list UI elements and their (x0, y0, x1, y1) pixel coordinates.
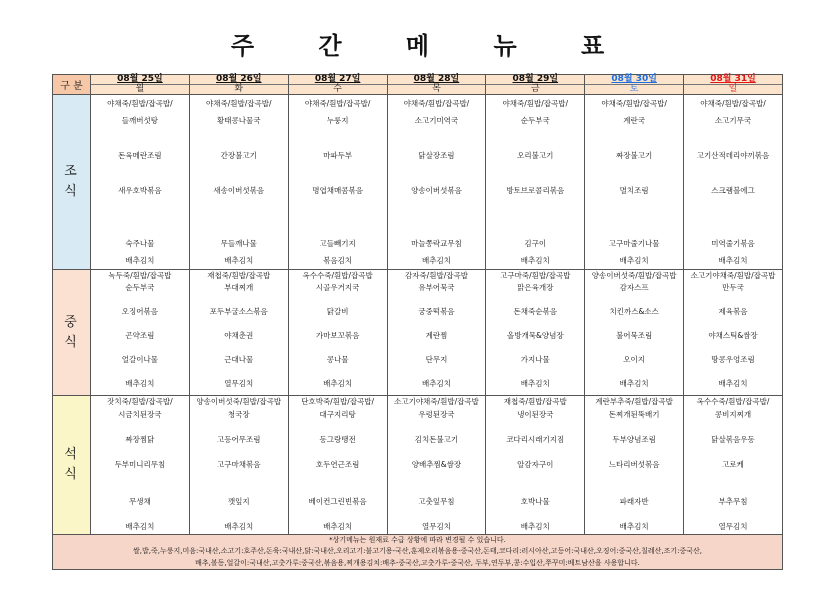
spacer (684, 129, 782, 147)
spacer (388, 446, 486, 459)
menu-item: 누룽지 (326, 116, 349, 125)
menu-item: 콩나물 (326, 355, 349, 364)
menu-item: 근대나물 (224, 355, 254, 364)
menu-item: 단무지 (425, 355, 448, 364)
spacer (486, 294, 584, 306)
menu-item: 배추김치 (718, 256, 748, 265)
menu-item: 배추김치 (421, 379, 451, 388)
menu-cell (486, 396, 585, 535)
menu-item: 스크램블에그 (711, 186, 755, 195)
spacer (585, 484, 683, 497)
menu-item: 고등어무조림 (217, 434, 261, 444)
spacer (190, 294, 288, 306)
menu-item: 포두부굴소스볶음 (209, 307, 268, 316)
menu-item: 대구지리탕 (319, 409, 356, 419)
menu-cell (387, 95, 486, 270)
menu-item: 부추무침 (718, 497, 748, 506)
footer-line: 쌀,밥,죽,누룽지,미음:국내산,소고기:호주산,돈육:국내산,닭:국내산,오리고기:불고기용-국산,훈제오리볶음용-중국산,돈태,코다리:러시아산,고등어:국내산,오징어:중국산,칠레산,조기:중국산, (132, 547, 703, 555)
menu-item: 마파두부 (323, 151, 353, 160)
menu-item: 고기산적데리야끼볶음 (696, 151, 770, 160)
day-weekday: 화 (190, 84, 288, 94)
menu-item: 짜장불고기 (616, 151, 653, 160)
menu-item: 옥수수죽/흰밥/잡곡밥 (302, 271, 373, 280)
spacer (388, 294, 486, 306)
menu-item: 고로케 (722, 459, 744, 469)
day-date: 08월 27일 (314, 74, 361, 84)
spacer (91, 217, 189, 235)
spacer (91, 366, 189, 378)
menu-item: 배추김치 (520, 379, 550, 388)
spacer (289, 294, 387, 306)
spacer (289, 446, 387, 459)
spacer (289, 509, 387, 522)
spacer (486, 471, 584, 484)
menu-item: 야채죽/흰밥/잡곡밥/ (601, 99, 667, 108)
menu-item: 올방개묵&양념장 (507, 331, 564, 340)
menu-item: 감자스프 (619, 283, 649, 292)
menu-item: 배추김치 (323, 379, 353, 388)
menu-item: 간장불고기 (220, 151, 257, 160)
spacer (190, 129, 288, 147)
menu-item: 가마보꼬볶음 (315, 331, 360, 340)
menu-item: 배추김치 (520, 256, 550, 265)
spacer (91, 318, 189, 330)
menu-cell (189, 95, 288, 270)
spacer (190, 471, 288, 484)
spacer (684, 318, 782, 330)
spacer (486, 366, 584, 378)
spacer (585, 471, 683, 484)
menu-item: 배추김치 (520, 522, 550, 531)
menu-item: 배추김치 (323, 522, 353, 531)
menu-item: 두부양념조림 (612, 434, 656, 444)
menu-item: 돈찌개된뚝배기 (608, 409, 660, 419)
menu-item: 숙주나물 (125, 239, 155, 248)
menu-item: 배추김치 (619, 522, 649, 531)
spacer (486, 484, 584, 497)
spacer (486, 446, 584, 459)
menu-item: 들깨버섯탕 (121, 116, 159, 125)
spacer (684, 509, 782, 522)
menu-cell (91, 95, 190, 270)
menu-item: 미역줄기볶음 (711, 239, 755, 248)
spacer (684, 217, 782, 235)
spacer (91, 421, 189, 434)
menu-item: 계란국 (623, 116, 646, 125)
spacer (684, 366, 782, 378)
menu-cell (486, 270, 585, 396)
menu-item: 녹두죽/흰밥/잡곡밥 (108, 271, 172, 280)
spacer (684, 484, 782, 497)
menu-item: 소고기야채죽/흰밥/잡곡밥 (394, 397, 479, 406)
menu-item: 청국장 (227, 409, 250, 419)
menu-item: 닭살장조림 (418, 151, 455, 160)
menu-item: 양송이버섯볶음 (411, 186, 462, 195)
menu-item: 짜장찜닭 (125, 434, 155, 444)
day-weekday: 토 (585, 84, 683, 94)
menu-cell (387, 396, 486, 535)
day-header (288, 75, 387, 95)
day-weekday: 일 (684, 84, 782, 94)
weekly-menu-table (52, 74, 783, 570)
menu-item: 배추김치 (125, 522, 155, 531)
menu-item: 가지나물 (520, 355, 550, 364)
spacer (388, 509, 486, 522)
menu-item: 배추김치 (619, 256, 649, 265)
meal-label: 조 식 (53, 95, 91, 270)
spacer (486, 129, 584, 147)
menu-item: 유부어묵국 (418, 283, 455, 292)
spacer (585, 421, 683, 434)
spacer (388, 217, 486, 235)
spacer (190, 318, 288, 330)
menu-item: 김치돈불고기 (414, 434, 459, 444)
footer-line: *상기메뉴는 원재료 수급 상황에 따라 변경될 수 있습니다. (329, 535, 506, 544)
spacer (388, 366, 486, 378)
spacer (91, 294, 189, 306)
spacer (486, 199, 584, 217)
menu-item: 방토브로콜리볶음 (506, 186, 565, 195)
spacer (684, 421, 782, 434)
spacer (289, 164, 387, 182)
menu-item: 순두부국 (520, 116, 550, 125)
spacer (190, 164, 288, 182)
spacer (486, 318, 584, 330)
category-header: 구 분 (53, 75, 91, 95)
menu-item: 만두국 (722, 283, 744, 292)
page-title: 주 간 메 뉴 표 (230, 32, 633, 60)
spacer (91, 509, 189, 522)
day-header (486, 75, 585, 95)
spacer (388, 129, 486, 147)
footer-note (53, 534, 783, 570)
menu-item: 깻잎지 (227, 497, 250, 506)
spacer (585, 318, 683, 330)
menu-item: 소고기야채죽/흰밥/잡곡밥 (690, 271, 776, 280)
menu-item: 양송이버섯죽/흰밥/잡곡밥 (196, 397, 282, 406)
menu-item: 순두부국 (125, 283, 155, 292)
spacer (190, 366, 288, 378)
spacer (190, 509, 288, 522)
day-date: 08월 26일 (215, 74, 262, 84)
spacer (289, 366, 387, 378)
menu-item: 베이컨그린빈볶음 (308, 497, 367, 506)
spacer (585, 294, 683, 306)
menu-item: 냉이된장국 (517, 409, 554, 419)
menu-item: 열무김치 (718, 522, 748, 531)
menu-item: 배추김치 (224, 522, 254, 531)
menu-item: 닭갈비 (326, 307, 349, 316)
menu-cell (585, 270, 684, 396)
day-weekday: 금 (486, 84, 584, 94)
menu-item: 불어묵조림 (616, 331, 653, 340)
footer-line: 배추,볼동,얼갈이:국내산,고춧가루:중국산,볶음용,찌개용김치:배추-중국산,고춧가루-중국산, 두부,연두부,콩:수입산,쭈꾸미:베트남산을 사용합니다. (195, 558, 640, 567)
menu-item: 치킨까스&소스 (609, 307, 659, 316)
menu-item: 야채죽/흰밥/잡곡밥/ (304, 99, 371, 108)
menu-item: 파래자반 (619, 497, 649, 506)
menu-item: 재첩죽/흰밥/잡곡밥 (503, 397, 567, 406)
menu-item: 잣치죽/흰밥/잡곡밥/ (107, 397, 173, 406)
menu-cell (288, 95, 387, 270)
spacer (91, 446, 189, 459)
spacer (289, 199, 387, 217)
spacer (486, 217, 584, 235)
menu-item: 양송이버섯죽/흰밥/잡곡밥 (591, 271, 677, 280)
menu-item: 부대찌개 (224, 283, 254, 292)
spacer (585, 217, 683, 235)
menu-cell (684, 396, 783, 535)
spacer (585, 342, 683, 354)
day-date: 08월 28일 (413, 74, 460, 84)
spacer (585, 366, 683, 378)
spacer (585, 446, 683, 459)
day-date: 08월 31일 (710, 74, 756, 84)
menu-item: 황태콩나물국 (217, 116, 261, 125)
menu-item: 감자죽/흰밥/잡곡밥 (404, 271, 468, 280)
meal-label: 석 식 (53, 396, 91, 535)
menu-cell (288, 270, 387, 396)
meal-row (53, 95, 783, 270)
menu-item: 맑은육개장 (517, 283, 554, 292)
spacer (684, 294, 782, 306)
menu-item: 야채스틱&쌈장 (708, 331, 758, 340)
menu-item: 김구이 (524, 239, 547, 248)
spacer (190, 446, 288, 459)
spacer (190, 217, 288, 235)
menu-item: 양배추찜&쌈장 (411, 459, 462, 469)
day-date: 08월 25일 (117, 74, 163, 84)
menu-item: 배추김치 (718, 379, 748, 388)
spacer (486, 164, 584, 182)
meal-row (53, 270, 783, 396)
menu-item: 야채죽/흰밥/잡곡밥/ (502, 99, 569, 108)
spacer (91, 129, 189, 147)
menu-item: 명엽채매콤볶음 (312, 186, 363, 195)
menu-item: 시골우거지국 (315, 283, 360, 292)
spacer (289, 342, 387, 354)
menu-item: 오리불고기 (517, 151, 554, 160)
menu-item: 계란부추죽/흰밥/잡곡밥 (595, 397, 673, 406)
spacer (585, 164, 683, 182)
day-weekday: 월 (91, 84, 189, 94)
spacer (91, 199, 189, 217)
menu-cell (189, 396, 288, 535)
menu-item: 제육볶음 (718, 307, 748, 316)
day-header (684, 75, 783, 95)
menu-cell (486, 95, 585, 270)
menu-item: 오징어볶음 (121, 307, 159, 316)
menu-item: 야채죽/흰밥/잡곡밥/ (107, 99, 173, 108)
spacer (684, 342, 782, 354)
menu-item: 콩비지찌개 (714, 409, 752, 419)
spacer (289, 217, 387, 235)
day-weekday: 목 (388, 84, 486, 94)
menu-cell (684, 95, 783, 270)
menu-item: 소고기무국 (714, 116, 752, 125)
menu-item: 고구마줄기나물 (608, 239, 660, 248)
menu-item: 곤약조림 (125, 331, 155, 340)
menu-item: 두부미니리무침 (114, 459, 166, 469)
menu-item: 새송이버섯볶음 (213, 186, 265, 195)
menu-item: 궁중떡볶음 (418, 307, 455, 316)
menu-item: 돈채죽순볶음 (513, 307, 558, 316)
spacer (190, 199, 288, 217)
menu-item: 멸치조림 (619, 186, 649, 195)
spacer (388, 421, 486, 434)
menu-cell (387, 270, 486, 396)
menu-item: 동그랑땡전 (319, 434, 356, 444)
menu-item: 호박나물 (520, 497, 550, 506)
day-date: 08월 29일 (512, 74, 559, 84)
menu-item: 열무김치 (224, 379, 254, 388)
spacer (684, 164, 782, 182)
menu-cell (91, 396, 190, 535)
day-date: 08월 30일 (611, 74, 657, 84)
menu-item: 야채죽/흰밥/잡곡밥/ (403, 99, 470, 108)
spacer (684, 446, 782, 459)
menu-item: 얼갈이나물 (121, 355, 159, 364)
spacer (486, 421, 584, 434)
spacer (388, 318, 486, 330)
meal-label: 중 식 (53, 270, 91, 396)
menu-item: 옥수수죽/흰밥/잡곡밥/ (696, 397, 770, 406)
menu-item: 야채죽/흰밥/잡곡밥/ (205, 99, 272, 108)
spacer (289, 318, 387, 330)
menu-item: 고구마죽/흰밥/잡곡밥 (500, 271, 571, 280)
day-header (91, 75, 190, 95)
spacer (388, 199, 486, 217)
spacer (684, 199, 782, 217)
menu-item: 배추김치 (619, 379, 649, 388)
spacer (91, 164, 189, 182)
spacer (91, 484, 189, 497)
menu-cell (288, 396, 387, 535)
spacer (388, 164, 486, 182)
spacer (388, 342, 486, 354)
menu-item: 소고기미역국 (414, 116, 459, 125)
menu-item: 코다리시래기지짐 (506, 434, 565, 444)
menu-item: 배추김치 (224, 256, 254, 265)
menu-item: 계란찜 (425, 331, 448, 340)
spacer (190, 421, 288, 434)
menu-item: 배추김치 (125, 379, 155, 388)
menu-item: 알감자구이 (517, 459, 554, 469)
day-header (387, 75, 486, 95)
menu-item: 시금치된장국 (118, 409, 162, 419)
menu-item: 고들빼기지 (319, 239, 356, 248)
spacer (486, 342, 584, 354)
menu-item: 느타리버섯볶음 (608, 459, 660, 469)
menu-item: 우렁된장국 (418, 409, 455, 419)
spacer (289, 484, 387, 497)
menu-item: 무들깨나물 (220, 239, 257, 248)
spacer (486, 509, 584, 522)
day-weekday: 수 (289, 84, 387, 94)
spacer (289, 129, 387, 147)
spacer (585, 199, 683, 217)
menu-item: 야채죽/흰밥/잡곡밥/ (700, 99, 766, 108)
menu-item: 오이지 (623, 355, 646, 364)
menu-item: 열무김치 (421, 522, 451, 531)
menu-item: 마늘쫑락교무침 (411, 239, 462, 248)
spacer (684, 471, 782, 484)
menu-item: 단호박죽/흰밥/잡곡밥/ (301, 397, 374, 406)
menu-item: 새우호박볶음 (118, 186, 162, 195)
spacer (289, 421, 387, 434)
day-header-row (53, 75, 783, 95)
spacer (91, 471, 189, 484)
menu-item: 볶음김치 (323, 256, 353, 265)
day-header (585, 75, 684, 95)
menu-item: 고구마채볶음 (217, 459, 261, 469)
spacer (190, 342, 288, 354)
menu-cell (684, 270, 783, 396)
menu-item: 배추김치 (125, 256, 155, 265)
menu-cell (91, 270, 190, 396)
spacer (388, 484, 486, 497)
menu-item: 고춧잎무침 (418, 497, 455, 506)
spacer (388, 471, 486, 484)
menu-item: 땅콩우엉조림 (711, 355, 755, 364)
menu-cell (585, 95, 684, 270)
spacer (190, 484, 288, 497)
menu-item: 호두연근조림 (315, 459, 360, 469)
menu-item: 닭살볶음우동 (711, 434, 755, 444)
spacer (91, 342, 189, 354)
menu-cell (189, 270, 288, 396)
spacer (289, 471, 387, 484)
spacer (585, 509, 683, 522)
menu-item: 야채춘권 (224, 331, 254, 340)
menu-item: 재첩죽/흰밥/잡곡밥 (207, 271, 271, 280)
menu-cell (585, 396, 684, 535)
menu-item: 배추김치 (421, 256, 451, 265)
day-header (189, 75, 288, 95)
spacer (585, 129, 683, 147)
menu-item: 돈육메란조림 (118, 151, 162, 160)
menu-item: 무생채 (129, 497, 151, 506)
meal-row (53, 396, 783, 535)
